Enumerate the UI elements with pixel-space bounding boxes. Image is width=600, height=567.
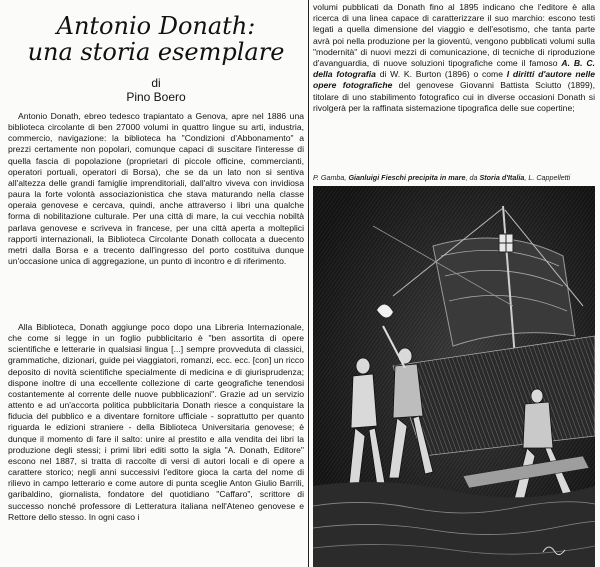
caption-title: Gianluigi Fieschi precipita in mare [348,173,466,182]
engraving-illustration [313,186,595,567]
book-title-abc-fotografia: A. B. C. della fotografia [313,58,595,80]
right-text-segment-1: volumi pubblicati da Donath fino al 1895 indicano che l'editore è alla ricerca di una linea capace di caratterizzare il suo marchio: escono testi legati a quella dimensione del viaggio e dell'esotismo, che tanta parte avrà poi nella produzione per la gioventù, vengono pubblicati volumi sulla "modernità" di nuovi mezzi di comunicazione, di tecniche di riproduzione d'avanguardia, di nuove soluzioni tipografiche come il famoso [313,2,595,69]
author-name: Pino Boero [126,90,186,104]
caption-prefix: P. Gamba, [313,173,349,182]
right-column [313,0,597,567]
caption-mid: , da [465,173,480,182]
body-paragraph-1: Antonio Donath, ebreo tedesco trapiantato a Genova, apre nel 1886 una biblioteca circolante di ben 27000 volumi in quattro lingue su arti, industria, commercio, navigazione: la biblioteca ha "Condizioni d'Abbonamento" a prezzi certamente non popolari, comunque capaci di suscitare l'interesse di quella fascia di popolazione (proprietari di piccole officine, commercianti, operatori portuali, operatori di Borsa), che se da un lato non si sentiva all'altezza delle grandi famiglie imprenditoriali, dall'altro viveva con invidiosa paura la forte volontà associazionistica che stava maturando nella classe operaia genovese e cercava, quindi, anche attraverso i libri una qualche forma di nobilitazione culturale. Per una città di mare, la cui vecchia nobiltà parlava genovese e scriveva in francese, per una città aperta a molteplici rapporti internazionali, la Biblioteca Circolante Donath collocata a duecento metri dalla Borsa e a trecento dall'ingresso del porto costituiva dunque un'occasione unica di aggregazione, un punto di incontro e di riferimento. [8,111,304,267]
article-title-line1: Antonio Donath: [56,12,256,40]
illustration-caption [313,173,597,182]
right-text-segment-2: di W. K. Burton (1896) o come [375,69,507,80]
right-column-text [313,2,595,114]
column-divider [308,0,309,567]
caption-source: Storia d'Italia [479,173,525,182]
engraving-drawing [313,186,595,567]
byline-di: di [151,76,161,90]
article-title-line2: una storia esemplare [27,38,285,66]
left-column [8,0,304,567]
body-paragraph-2: Alla Biblioteca, Donath aggiunge poco dopo una Libreria Internazionale, che come si legge in un foglio pubblicitario è "ben assortita di opere scientifiche e letterarie in qualsiasi lingua [...] sempre provveduta di classici, grammatiche, dizionari, guide pei viaggiatori, romanzi, ecc. ecc. [con] un ricco deposito di novità scientifiche specialmente di medicina e di giurisprudenza; dispone inoltre di una eccellente collezione di carte geografiche tenendosi costantemente al corrente delle nuove pubblicazioni". Grazie ad un servizio attento e ad un'accorta politica pubblicitaria Donath riesce a conquistare la fiducia del pubblico e a diventare fornitore ufficiale - soprattutto per quanto riguarda le edizioni straniere - della Biblioteca Universitaria genovese; è dunque il momento di fare il salto: unire al prestito e alla vendita dei libri la produzione degli stessi; i primi libri editi sotto la sigla "A. Donath, Editore" escono nel 1887, si tratta di raccolte di versi di autori locali e di opere a carattere storico; negli anni successivi l'editore gioca la carta del nome di rilievo in campo letterario e come autore di punta sceglie Anton Giulio Barrili, garibaldino, giornalista, fondatore del quotidiano "Caffaro", scrittore di successo nonché professore di Letteratura italiana nell'Ateneo genovese e Rettore dello stesso. In ogni caso i [8,322,304,522]
book-title-diritti-autore: I diritti d'autore nelle opere fotografiche [313,69,596,91]
caption-suffix: , L. Cappelletti [524,173,571,182]
right-text-segment-3: del genovese Giovanni Battista Sciutto (1899), titolare di uno stabilimento fotografico cui in diverse occasioni Donath si rivolgerà per la raffinata sistemazione tipografica delle sue copertine; [313,80,595,113]
